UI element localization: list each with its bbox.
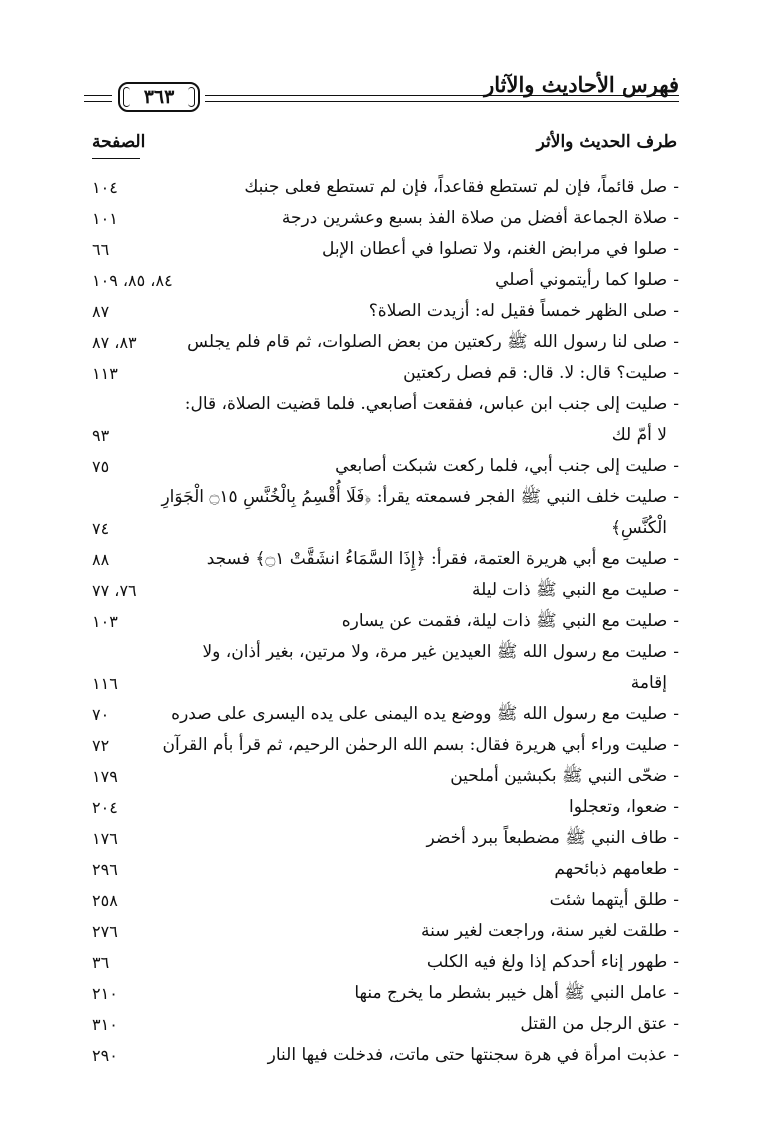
entry-dash: - [673,239,679,259]
entry-page-numbers: ٣١٠ [92,1015,118,1034]
entry-text [161,482,679,513]
entry-text-content: عتق الرجل من القتل [520,1014,668,1034]
page-number: ٣٦٣ [143,86,175,108]
index-entry [84,358,679,389]
index-entry [84,668,679,699]
entry-page-numbers: ١١٦ [92,674,118,693]
column-heading-page: الصفحة [92,132,146,152]
entry-text [214,606,679,637]
index-entry [84,885,679,916]
entry-page-numbers: ١٠١ [92,209,118,228]
entry-page-numbers: ٢٠٤ [92,798,118,817]
entry-text-content: طلق أيتهما شئت [549,890,668,910]
column-heading-rule [92,158,140,159]
header-rule [84,101,112,102]
index-entry [84,1009,679,1040]
index-entries [84,172,679,1071]
entry-text-content: صلوا كما رأيتموني أصلي [495,270,668,290]
entry-page-numbers: ٨٣، ٨٧ [92,333,137,352]
entry-text-content: صليت وراء أبي هريرة فقال: بسم الله الرحمٰن الرحيم، ثم قرأ بأم القرآن [162,735,668,755]
entry-text [214,575,679,606]
index-entry [84,513,679,544]
index-entry [84,544,679,575]
entry-text [214,885,679,916]
entry-text [214,854,679,885]
index-entry [84,172,679,203]
index-entry [84,265,679,296]
entry-text-content: صليت خلف النبي ﷺ الفجر فسمعته يقرأ: ﴿فَلَا أُقْسِمُ بِالْخُنَّسِ ۝١٥ الْجَوَارِ [161,487,668,507]
entry-page-numbers: ٧٢ [92,736,110,755]
entry-text [214,172,679,203]
entry-text-content: لا أمّ لك [611,425,667,445]
entry-text-content: صليت إلى جنب أبي، فلما ركعت شبكت أصابعي [335,456,668,476]
entry-text-content: صليت مع رسول الله ﷺ العيدين غير مرة، ولا مرتين، بغير أذان، ولا [202,642,668,662]
index-entry [84,606,679,637]
index-entry [84,389,679,420]
entry-dash: - [673,890,679,910]
entry-text [171,699,679,730]
entry-dash: - [673,797,679,817]
index-entry [84,730,679,761]
entry-dash: - [673,270,679,290]
entry-page-numbers: ٨٤، ٨٥، ١٠٩ [92,271,173,290]
entry-text [214,668,667,699]
entry-text [214,916,679,947]
header-rule [205,101,679,102]
running-title: فهرس الأحاديث والآثار [484,72,679,97]
entry-text [214,1040,679,1071]
entry-page-numbers: ٦٦ [92,240,110,259]
entry-text [214,358,679,389]
entry-dash: - [673,735,679,755]
entry-text [214,203,679,234]
entry-dash: - [673,549,679,569]
index-entry [84,203,679,234]
entry-text [214,265,679,296]
entry-text-content: طلقت لغير سنة، وراجعت لغير سنة [420,921,668,941]
entry-dash: - [673,301,679,321]
entry-text-content: صلوا في مرابض الغنم، ولا تصلوا في أعطان الإبل [322,239,668,259]
index-entry [84,327,679,358]
entry-text [214,296,679,327]
entry-text-content: صليت مع النبي ﷺ ذات ليلة، فقمت عن يساره [341,611,668,631]
entry-dash: - [673,394,679,414]
entry-dash: - [673,983,679,1003]
index-entry [84,916,679,947]
entry-dash: - [673,859,679,879]
entry-page-numbers: ١٧٩ [92,767,118,786]
entry-text-content: طاف النبي ﷺ مضطبعاً ببرد أخضر [426,828,668,848]
entry-text [214,761,679,792]
entry-text-content: صلاة الجماعة أفضل من صلاة الفذ بسبع وعشرين درجة [281,208,668,228]
entry-text-content: ضعوا، وتعجلوا [568,797,668,817]
entry-dash: - [673,766,679,786]
index-entry [84,1040,679,1071]
entry-page-numbers: ١١٣ [92,364,118,383]
entry-text-content: صليت مع أبي هريرة العتمة، فقرأ: ﴿إِذَا السَّمَاءُ انشَقَّتْ ۝١﴾ فسجد [206,549,668,569]
entry-page-numbers: ٧٤ [92,519,110,538]
entry-page-numbers: ١٧٦ [92,829,118,848]
entry-text-content: صلى لنا رسول الله ﷺ ركعتين من بعض الصلوات، ثم قام فلم يجلس [187,332,668,352]
entry-text-content: صلى الظهر خمساً فقيل له: أزيدت الصلاة؟ [368,301,668,321]
index-entry [84,296,679,327]
entry-dash: - [673,828,679,848]
entry-text-content: صليت؟ قال: لا. قال: قم فصل ركعتين [403,363,668,383]
index-entry [84,761,679,792]
entry-text [214,823,679,854]
index-entry [84,823,679,854]
index-entry [84,637,679,668]
header-rule [205,95,679,96]
index-entry [84,947,679,978]
entry-dash: - [673,611,679,631]
entry-text-content: طعامهم ذبائحهم [554,859,668,879]
entry-text-content: الْكُنَّسِ﴾ [610,518,667,538]
entry-text-content: صليت إلى جنب ابن عباس، ففقعت أصابعي. فلما قضيت الصلاة، قال: [184,394,668,414]
entry-dash: - [673,332,679,352]
entry-page-numbers: ٨٧ [92,302,110,321]
entry-dash: - [673,642,679,662]
entry-dash: - [673,580,679,600]
entry-text-content: ضحّى النبي ﷺ بكبشين أملحين [450,766,668,786]
entry-page-numbers: ١٠٤ [92,178,118,197]
entry-dash: - [673,177,679,197]
entry-text-content: طهور إناء أحدكم إذا ولغ فيه الكلب [426,952,668,972]
entry-text [162,730,679,761]
entry-page-numbers: ٣٦ [92,953,110,972]
entry-page-numbers: ٧٥ [92,457,110,476]
index-entry [84,699,679,730]
entry-page-numbers: ١٠٣ [92,612,118,631]
entry-text [214,234,679,265]
entry-dash: - [673,952,679,972]
entry-dash: - [673,1014,679,1034]
entry-dash: - [673,208,679,228]
entry-dash: - [673,1045,679,1065]
index-entry [84,451,679,482]
entry-text-content: عامل النبي ﷺ أهل خيبر بشطر ما يخرج منها [354,983,668,1003]
entry-text [214,792,679,823]
entry-dash: - [673,456,679,476]
entry-page-numbers: ٢٧٦ [92,922,118,941]
entry-text [214,513,667,544]
entry-text [202,637,679,668]
entry-dash: - [673,487,679,507]
entry-text [214,420,667,451]
header-rule [84,95,112,96]
index-entry [84,575,679,606]
entry-text-content: صل قائماً، فإن لم تستطع فقاعداً، فإن لم تستطع فعلى جنبك [244,177,668,197]
entry-page-numbers: ٢١٠ [92,984,118,1003]
entry-page-numbers: ٨٨ [92,550,110,569]
entry-text-content: صليت مع النبي ﷺ ذات ليلة [471,580,668,600]
entry-text [214,451,679,482]
page-number-frame [118,82,200,112]
entry-page-numbers: ٢٥٨ [92,891,118,910]
entry-dash: - [673,921,679,941]
index-entry [84,234,679,265]
entry-text [184,389,679,420]
entry-text [187,327,679,358]
index-entry [84,792,679,823]
entry-page-numbers: ٢٩٦ [92,860,118,879]
index-entry [84,482,679,513]
entry-dash: - [673,363,679,383]
entry-text-content: إقامة [630,673,667,693]
index-entry [84,978,679,1009]
entry-dash: - [673,704,679,724]
entry-text [214,1009,679,1040]
index-entry [84,854,679,885]
column-heading-hadith: طرف الحديث والأثر [536,132,677,152]
entry-page-numbers: ٧٦، ٧٧ [92,581,137,600]
entry-text-content: عذبت امرأة في هرة سجنتها حتى ماتت، فدخلت فيها النار [267,1045,668,1065]
entry-page-numbers: ٧٠ [92,705,110,724]
entry-text [206,544,679,575]
entry-text [214,947,679,978]
entry-page-numbers: ٩٣ [92,426,110,445]
entry-page-numbers: ٢٩٠ [92,1046,118,1065]
entry-text [214,978,679,1009]
index-entry [84,420,679,451]
entry-text-content: صليت مع رسول الله ﷺ ووضع يده اليمنى على يده اليسرى على صدره [171,704,668,724]
